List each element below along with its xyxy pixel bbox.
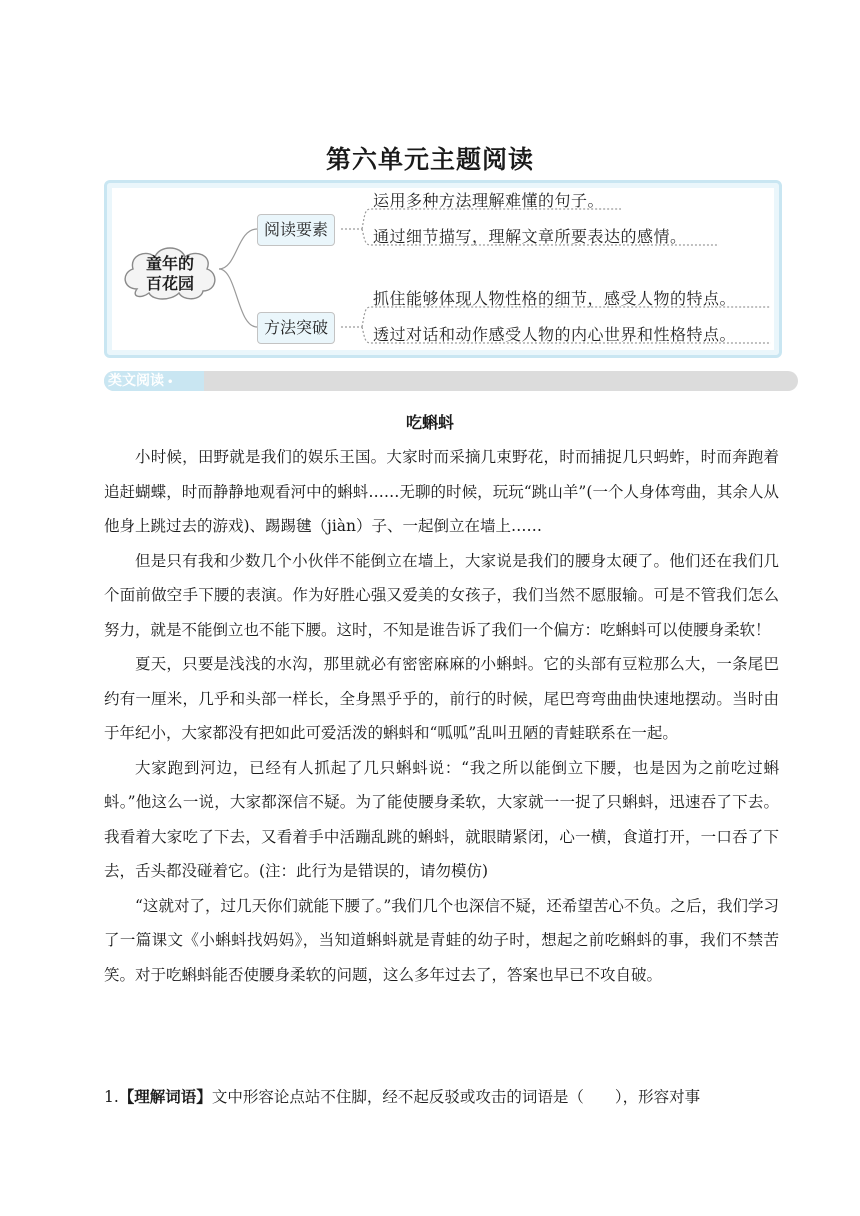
- article-paragraph: 但是只有我和少数几个小伙伴不能倒立在墙上，大家说是我们的腰身太硬了。他们还在我们几个面前做空手下腰的表演。作为好胜心强又爱美的女孩子，我们当然不愿服输。可是不管我们怎么努力，就是不能倒立也不能下腰。这时，不知是谁告诉了我们一个偏方：吃蝌蚪可以使腰身柔软！: [104, 551, 779, 639]
- theme-center-cloud: [119, 239, 221, 303]
- method-item-1: 抓住能够体现人物性格的细节，感受人物的特点。: [373, 289, 737, 308]
- section-bullet: •: [167, 377, 174, 388]
- article-paragraph: “这就对了，过几天你们就能下腰了。”我们几个也深信不疑，还希望苦心不负。之后，我们学习了一篇课文《小蝌蚪找妈妈》，当知道蝌蚪就是青蛙的幼子时，想起之前吃蝌蚪的事，我们不禁苦笑。对于吃蝌蚪能否使腰身柔软的问题，这么多年过去了，答案也早已不攻自破。: [104, 896, 779, 984]
- page-title: 第六单元主题阅读: [325, 145, 534, 174]
- question-number: 1.: [104, 1088, 119, 1106]
- reading-item-1: 运用多种方法理解难懂的句子。: [373, 191, 605, 210]
- theme-center-line1: 童年的: [145, 254, 194, 273]
- article-paragraph: 大家跑到河边，已经有人抓起了几只蝌蚪说：“我之所以能倒立下腰，也是因为之前吃过蝌蚪。”他这么一说，大家都深信不疑。为了能使腰身柔软，大家就一一捉了只蝌蚪，迅速吞了下去。我看着大家吃了下去，又看着手中活蹦乱跳的蝌蚪，就眼睛紧闭，心一横，食道打开，一口吞了下去，舌头都没碰着它。(注：此行为是错误的，请勿模仿): [104, 758, 779, 880]
- section-label: 类文阅读: [108, 373, 164, 389]
- branch-label-method: 方法突破: [257, 312, 335, 344]
- article-paragraph: 小时候，田野就是我们的娱乐王国。大家时而采摘几束野花，时而捕捉几只蚂蚱，时而奔跑着追赶蝴蝶，时而静静地观看河中的蝌蚪……无聊的时候，玩玩“跳山羊”(一个人身体弯曲，其余人从他身上跳过去的游戏)、踢踢毽（jiàn）子、一起倒立在墙上……: [104, 448, 779, 535]
- article-body: [104, 440, 779, 992]
- theme-box: [104, 180, 782, 358]
- question-text: 文中形容论点站不住脚，经不起反驳或攻击的词语是（ ），形容对事: [211, 1088, 701, 1106]
- reading-item-2: 通过细节描写，理解文章所要表达的感情。: [373, 227, 687, 246]
- section-bar: [104, 371, 798, 391]
- section-tab: [104, 371, 204, 391]
- article-title: 吃蝌蚪: [405, 413, 454, 432]
- theme-center-line2: 百花园: [145, 274, 194, 293]
- question-tag: 【理解词语】: [118, 1087, 212, 1106]
- question-1: [104, 1082, 779, 1112]
- branch-label-reading: 阅读要素: [257, 214, 335, 246]
- article-paragraph: 夏天，只要是浅浅的水沟，那里就必有密密麻麻的小蝌蚪。它的头部有豆粒那么大，一条尾巴约有一厘米，几乎和头部一样长，全身黑乎乎的，前行的时候，尾巴弯弯曲曲快速地摆动。当时由于年纪小，大家都没有把如此可爱活泼的蝌蚪和“呱呱”乱叫丑陋的青蛙联系在一起。: [104, 655, 779, 742]
- method-item-2: 透过对话和动作感受人物的内心世界和性格特点。: [373, 325, 737, 344]
